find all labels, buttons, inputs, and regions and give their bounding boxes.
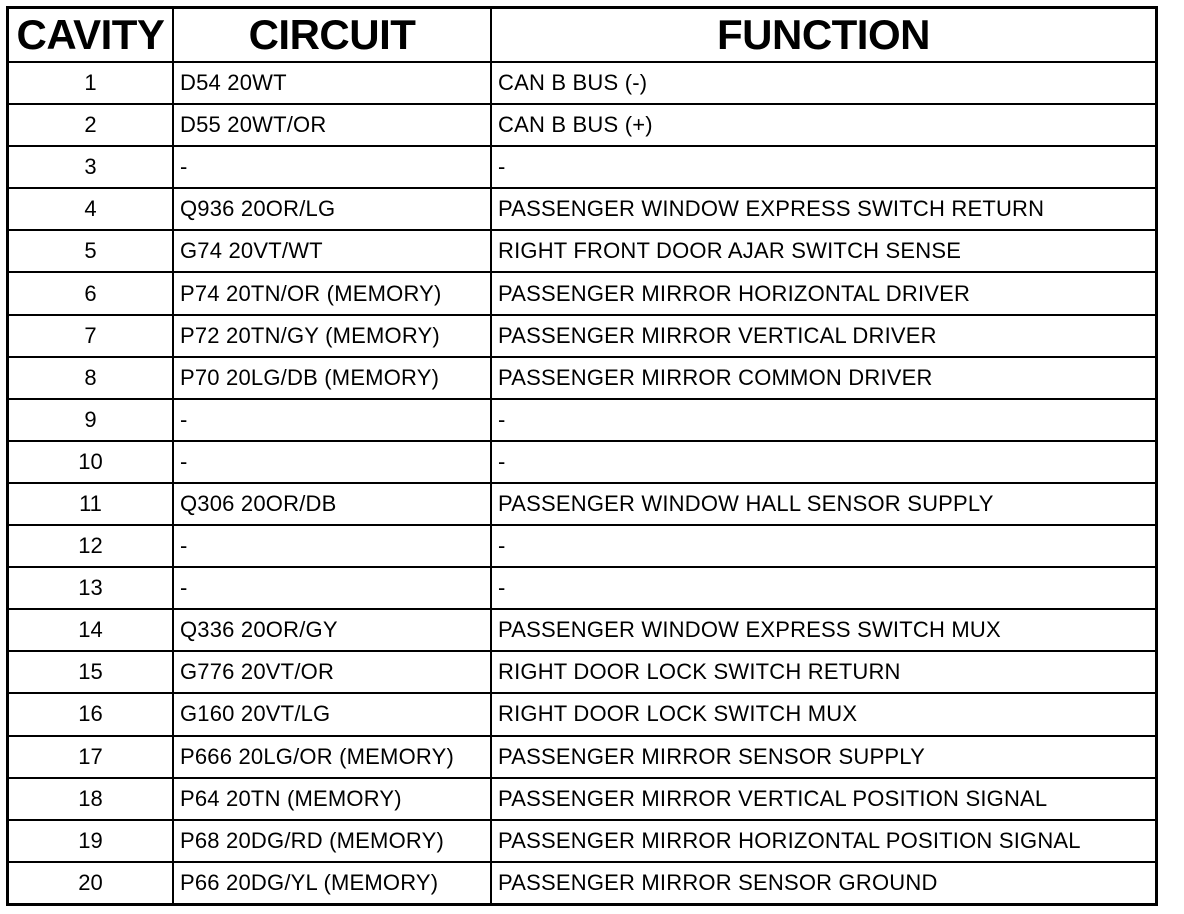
circuit-cell: P666 20LG/OR (MEMORY) [173,736,491,778]
function-column-header: FUNCTION [491,9,1155,62]
table-row [9,525,1155,567]
table-body [9,62,1155,903]
table-row [9,104,1155,146]
cavity-column-header: CAVITY [9,9,173,62]
function-cell: PASSENGER WINDOW EXPRESS SWITCH MUX [491,609,1155,651]
cavity-cell: 15 [9,651,173,693]
table-row [9,272,1155,314]
table-row [9,230,1155,272]
table-header [9,9,1155,62]
table-row [9,62,1155,104]
function-cell: PASSENGER MIRROR VERTICAL POSITION SIGNAL [491,778,1155,820]
table-row [9,736,1155,778]
function-cell: PASSENGER MIRROR SENSOR GROUND [498,869,938,895]
function-cell: - [491,146,1155,188]
cavity-cell: 6 [9,272,173,314]
circuit-cell: G74 20VT/WT [173,230,491,272]
cavity-cell: 20 [9,862,173,903]
table-row [9,567,1155,609]
function-cell: - [491,441,1155,483]
table-row [9,188,1155,230]
cavity-cell: 5 [9,230,173,272]
cavity-cell: 16 [9,693,173,735]
circuit-cell: P66 20DG/YL (MEMORY) [173,862,491,903]
function-cell: PASSENGER WINDOW EXPRESS SWITCH RETURN [491,188,1155,230]
cavity-cell: 3 [9,146,173,188]
cavity-cell: 17 [9,736,173,778]
function-cell: PASSENGER MIRROR VERTICAL DRIVER [491,315,1155,357]
function-cell: PASSENGER MIRROR SENSOR SUPPLY [491,736,1155,778]
circuit-column-header: CIRCUIT [173,9,491,62]
header-row [9,9,1155,62]
circuit-cell: G160 20VT/LG [173,693,491,735]
circuit-cell: P64 20TN (MEMORY) [173,778,491,820]
cavity-cell: 11 [9,483,173,525]
table-row [9,315,1155,357]
connector-pinout-table [9,9,1155,903]
function-cell: - [491,399,1155,441]
function-cell: RIGHT DOOR LOCK SWITCH RETURN [491,651,1155,693]
table-row [9,693,1155,735]
table-row [9,399,1155,441]
cavity-cell: 8 [9,357,173,399]
table-row [9,820,1155,862]
function-cell: PASSENGER WINDOW HALL SENSOR SUPPLY [491,483,1155,525]
cavity-cell: 10 [9,441,173,483]
circuit-cell: Q336 20OR/GY [173,609,491,651]
circuit-cell: P72 20TN/GY (MEMORY) [173,315,491,357]
connector-pinout-sheet [6,6,1158,906]
cavity-cell: 12 [9,525,173,567]
cavity-cell: 7 [9,315,173,357]
cavity-cell: 9 [9,399,173,441]
cavity-cell: 13 [9,567,173,609]
table-row [9,483,1155,525]
table-row [9,609,1155,651]
function-cell: CAN B BUS (+) [491,104,1155,146]
function-cell: - [491,567,1155,609]
table-row [9,651,1155,693]
function-cell: RIGHT DOOR LOCK SWITCH MUX [491,693,1155,735]
cavity-cell: 1 [9,62,173,104]
table-row [9,862,1155,903]
function-cell: RIGHT FRONT DOOR AJAR SWITCH SENSE [491,230,1155,272]
circuit-cell: P74 20TN/OR (MEMORY) [173,272,491,314]
cavity-cell: 18 [9,778,173,820]
table-row [9,146,1155,188]
function-cell: CAN B BUS (-) [491,62,1155,104]
circuit-cell: P70 20LG/DB (MEMORY) [173,357,491,399]
circuit-cell: - [173,441,491,483]
table-row [9,778,1155,820]
circuit-cell: G776 20VT/OR [173,651,491,693]
function-cell: PASSENGER MIRROR HORIZONTAL DRIVER [491,272,1155,314]
table-row [9,441,1155,483]
circuit-cell: P68 20DG/RD (MEMORY) [173,820,491,862]
function-cell: PASSENGER MIRROR HORIZONTAL POSITION SIGNAL [491,820,1155,862]
cavity-cell: 19 [9,820,173,862]
circuit-cell: D55 20WT/OR [173,104,491,146]
circuit-cell: - [173,525,491,567]
circuit-cell: D54 20WT [173,62,491,104]
cavity-cell: 14 [9,609,173,651]
table-row [9,357,1155,399]
circuit-cell: - [173,567,491,609]
function-cell: PASSENGER MIRROR COMMON DRIVER [491,357,1155,399]
circuit-cell: - [173,399,491,441]
cavity-cell: 2 [9,104,173,146]
function-cell: - [491,525,1155,567]
circuit-cell: Q936 20OR/LG [173,188,491,230]
cavity-cell: 4 [9,188,173,230]
circuit-cell: - [173,146,491,188]
circuit-cell: Q306 20OR/DB [173,483,491,525]
